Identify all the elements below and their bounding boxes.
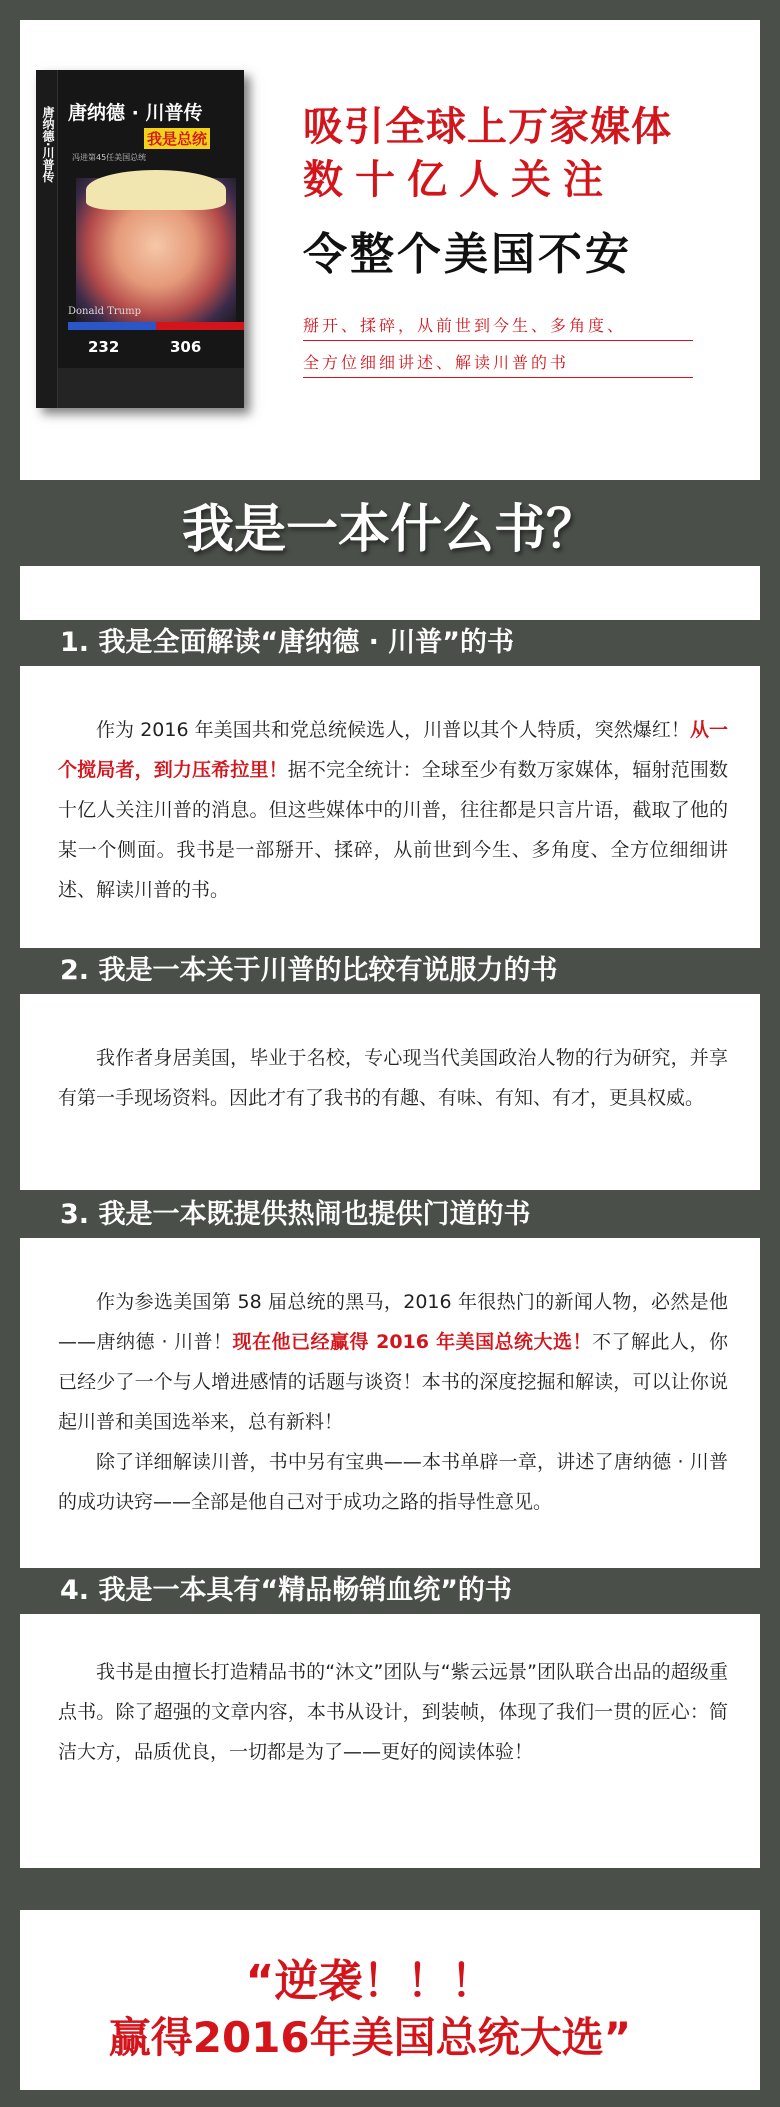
book-front bbox=[58, 70, 244, 408]
section-3-paragraph-1: 作为参选美国第 58 届总统的黑马，2016 年很热门的新闻人物，必然是他——唐纳德 · 川普！现在他已经赢得 2016 年美国总统大选！不了解此人，你已经少了一个与人增进感情的话题与谈资！本书的深度挖掘和解读，可以让你说起川普和美国选举来，总有新料！ bbox=[58, 1291, 728, 1433]
left-vote-count: 232 bbox=[88, 338, 120, 356]
section-3-paragraph-2: 除了详细解读川普，书中另有宝典——本书单辟一章，讲述了唐纳德 · 川普的成功诀窍——全部是他自己对于成功之路的指导性意见。 bbox=[58, 1451, 728, 1513]
highlight-text: 从一个搅局者，到力压希拉里！ bbox=[58, 719, 728, 781]
section-2-paragraph: 我作者身居美国，毕业于名校，专心现当代美国政治人物的行为研究，并享有第一手现场资料。因此才有了我书的有趣、有味、有知、有才，更具权威。 bbox=[58, 1047, 728, 1109]
book-tagline: 冯进第45任美国总统 bbox=[72, 153, 147, 162]
section-4-paragraph: 我书是由擅长打造精品书的“沐文”团队与“紫云远景”团队联合出品的超级重点书。除了超强的文章内容，本书从设计，到装帧，体现了我们一贯的匠心：简洁大方，品质优良，一切都是为了——更好的阅读体验！ bbox=[58, 1661, 728, 1763]
section-2-heading: 2. 我是一本关于川普的比较有说服力的书 bbox=[20, 948, 760, 994]
section-4-heading: 4. 我是一本具有“精品畅销血统”的书 bbox=[20, 1568, 760, 1614]
book-cover-image bbox=[36, 70, 244, 408]
section-1-heading: 1. 我是全面解读“唐纳德 · 川普”的书 bbox=[20, 620, 760, 666]
section-3-heading: 3. 我是一本既提供热闹也提供门道的书 bbox=[20, 1192, 760, 1238]
headline-2: 数十亿人关注 bbox=[303, 157, 615, 203]
tagline-1: 掰开、揉碎，从前世到今生、多角度、 bbox=[303, 316, 627, 335]
vote-bar bbox=[68, 322, 244, 330]
book-spine: 唐纳德·川普传 bbox=[36, 70, 58, 408]
highlight-text: 现在他已经赢得 2016 年美国总统大选！ bbox=[232, 1331, 593, 1353]
footer-slogan-2: 赢得2016年美国总统大选” bbox=[108, 2013, 632, 2062]
book-title: 唐纳德 · 川普传 bbox=[68, 102, 203, 124]
book-cover-name: Donald Trump bbox=[68, 306, 141, 317]
headline-1: 吸引全球上万家媒体 bbox=[303, 104, 672, 150]
tagline-2: 全方位细细讲述、解读川普的书 bbox=[303, 353, 570, 372]
headline-3: 令整个美国不安 bbox=[303, 229, 632, 280]
portrait-hair bbox=[86, 170, 226, 210]
footer-slogan-1: “逆袭！！！ bbox=[245, 1956, 495, 2007]
right-vote-count: 306 bbox=[170, 338, 202, 356]
page-title: 我是一本什么书？ bbox=[181, 500, 598, 560]
divider-line bbox=[303, 377, 693, 378]
section-1-paragraph: 作为 2016 年美国共和党总统候选人，川普以其个人特质，突然爆红！从一个搅局者，到力压希拉里！据不完全统计：全球至少有数万家媒体，辐射范围数十亿人关注川普的消息。但这些媒体中的川普，往往都是只言片语，截取了他的某一个侧面。我书是一部掰开、揉碎，从前世到今生、多角度、全方位细细讲述、解读川普的书。 bbox=[58, 719, 728, 901]
divider-line bbox=[303, 340, 693, 341]
book-subtitle: 我是总统 bbox=[144, 128, 210, 149]
book-bottom-band bbox=[58, 368, 244, 408]
